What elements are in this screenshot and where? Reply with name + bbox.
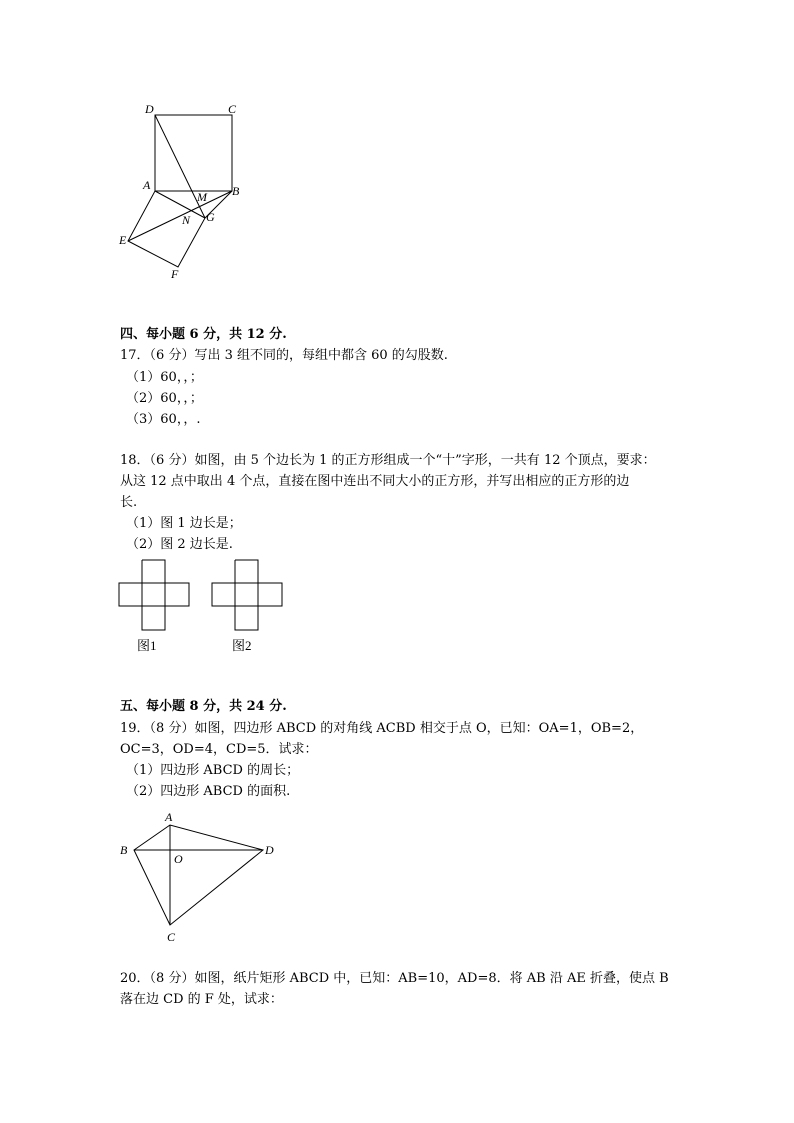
square-agfe — [128, 191, 205, 267]
label-b: B — [120, 843, 128, 857]
q18-stem-line-2: 从这 12 点中取出 4 个点，直接在图中连出不同大小的正方形，并写出相应的正方形的边 — [120, 474, 630, 489]
quadrilateral-abcd — [134, 825, 263, 925]
label-d: D — [145, 102, 154, 116]
label-o: O — [174, 852, 183, 866]
cross-figure-2 — [212, 560, 287, 660]
figure-2-caption: 图2 — [232, 638, 252, 653]
q17-item-1: （1）60，，； — [126, 370, 203, 385]
segment-eb — [128, 191, 232, 241]
label-m: M — [197, 190, 207, 204]
label-a: A — [165, 810, 173, 824]
square-geometry-figure — [110, 95, 270, 285]
q18-item-1: （1）图 1 边长是； — [126, 516, 242, 531]
label-f: F — [171, 267, 179, 281]
q18-item-2: （2）图 2 边长是. — [126, 537, 233, 552]
q19-item-1: （1）四边形 ABCD 的周长； — [126, 763, 300, 778]
figure-1-caption: 图1 — [137, 638, 157, 653]
cross-shape-2 — [212, 560, 282, 630]
q20-stem-line-1: 20．（8 分）如图，纸片矩形 ABCD 中，已知：AB=10，AD=8．将 AB 沿 AE 折叠，使点 B — [120, 971, 669, 986]
label-n: N — [182, 213, 191, 227]
q17-stem: 17．（6 分）写出 3 组不同的，每组中都含 60 的勾股数. — [120, 348, 448, 363]
cross-shape-1 — [119, 560, 189, 630]
label-d: D — [265, 843, 274, 857]
label-g: G — [206, 210, 215, 224]
section-4-title: 四、每小题 6 分，共 12 分. — [120, 327, 287, 342]
q17-item-3: （3）60，，. — [126, 412, 201, 427]
q17-item-2: （2）60，，； — [126, 391, 203, 406]
q20-stem-line-2: 落在边 CD 的 F 处，试求： — [120, 992, 283, 1007]
label-e: E — [119, 233, 127, 247]
quadrilateral-figure — [115, 808, 285, 948]
q18-stem-line-3: 长. — [120, 495, 138, 510]
label-c: C — [228, 102, 237, 116]
q19-item-2: （2）四边形 ABCD 的面积. — [126, 784, 291, 799]
square-abcd — [155, 115, 232, 191]
q19-stem-line-2: OC=3，OD=4，CD=5．试求： — [120, 742, 318, 757]
cross-figure-1 — [119, 560, 194, 660]
q19-stem-line-1: 19．（8 分）如图，四边形 ABCD 的对角线 ACBD 相交于点 O，已知：OA=1，OB=2， — [120, 721, 644, 736]
q18-stem-line-1: 18．（6 分）如图，由 5 个边长为 1 的正方形组成一个“十”字形，一共有 12 个顶点，要求： — [120, 453, 656, 468]
section-5-title: 五、每小题 8 分，共 24 分. — [120, 699, 287, 714]
label-a: A — [143, 178, 151, 192]
label-c: C — [167, 930, 176, 944]
label-b: B — [232, 184, 240, 198]
